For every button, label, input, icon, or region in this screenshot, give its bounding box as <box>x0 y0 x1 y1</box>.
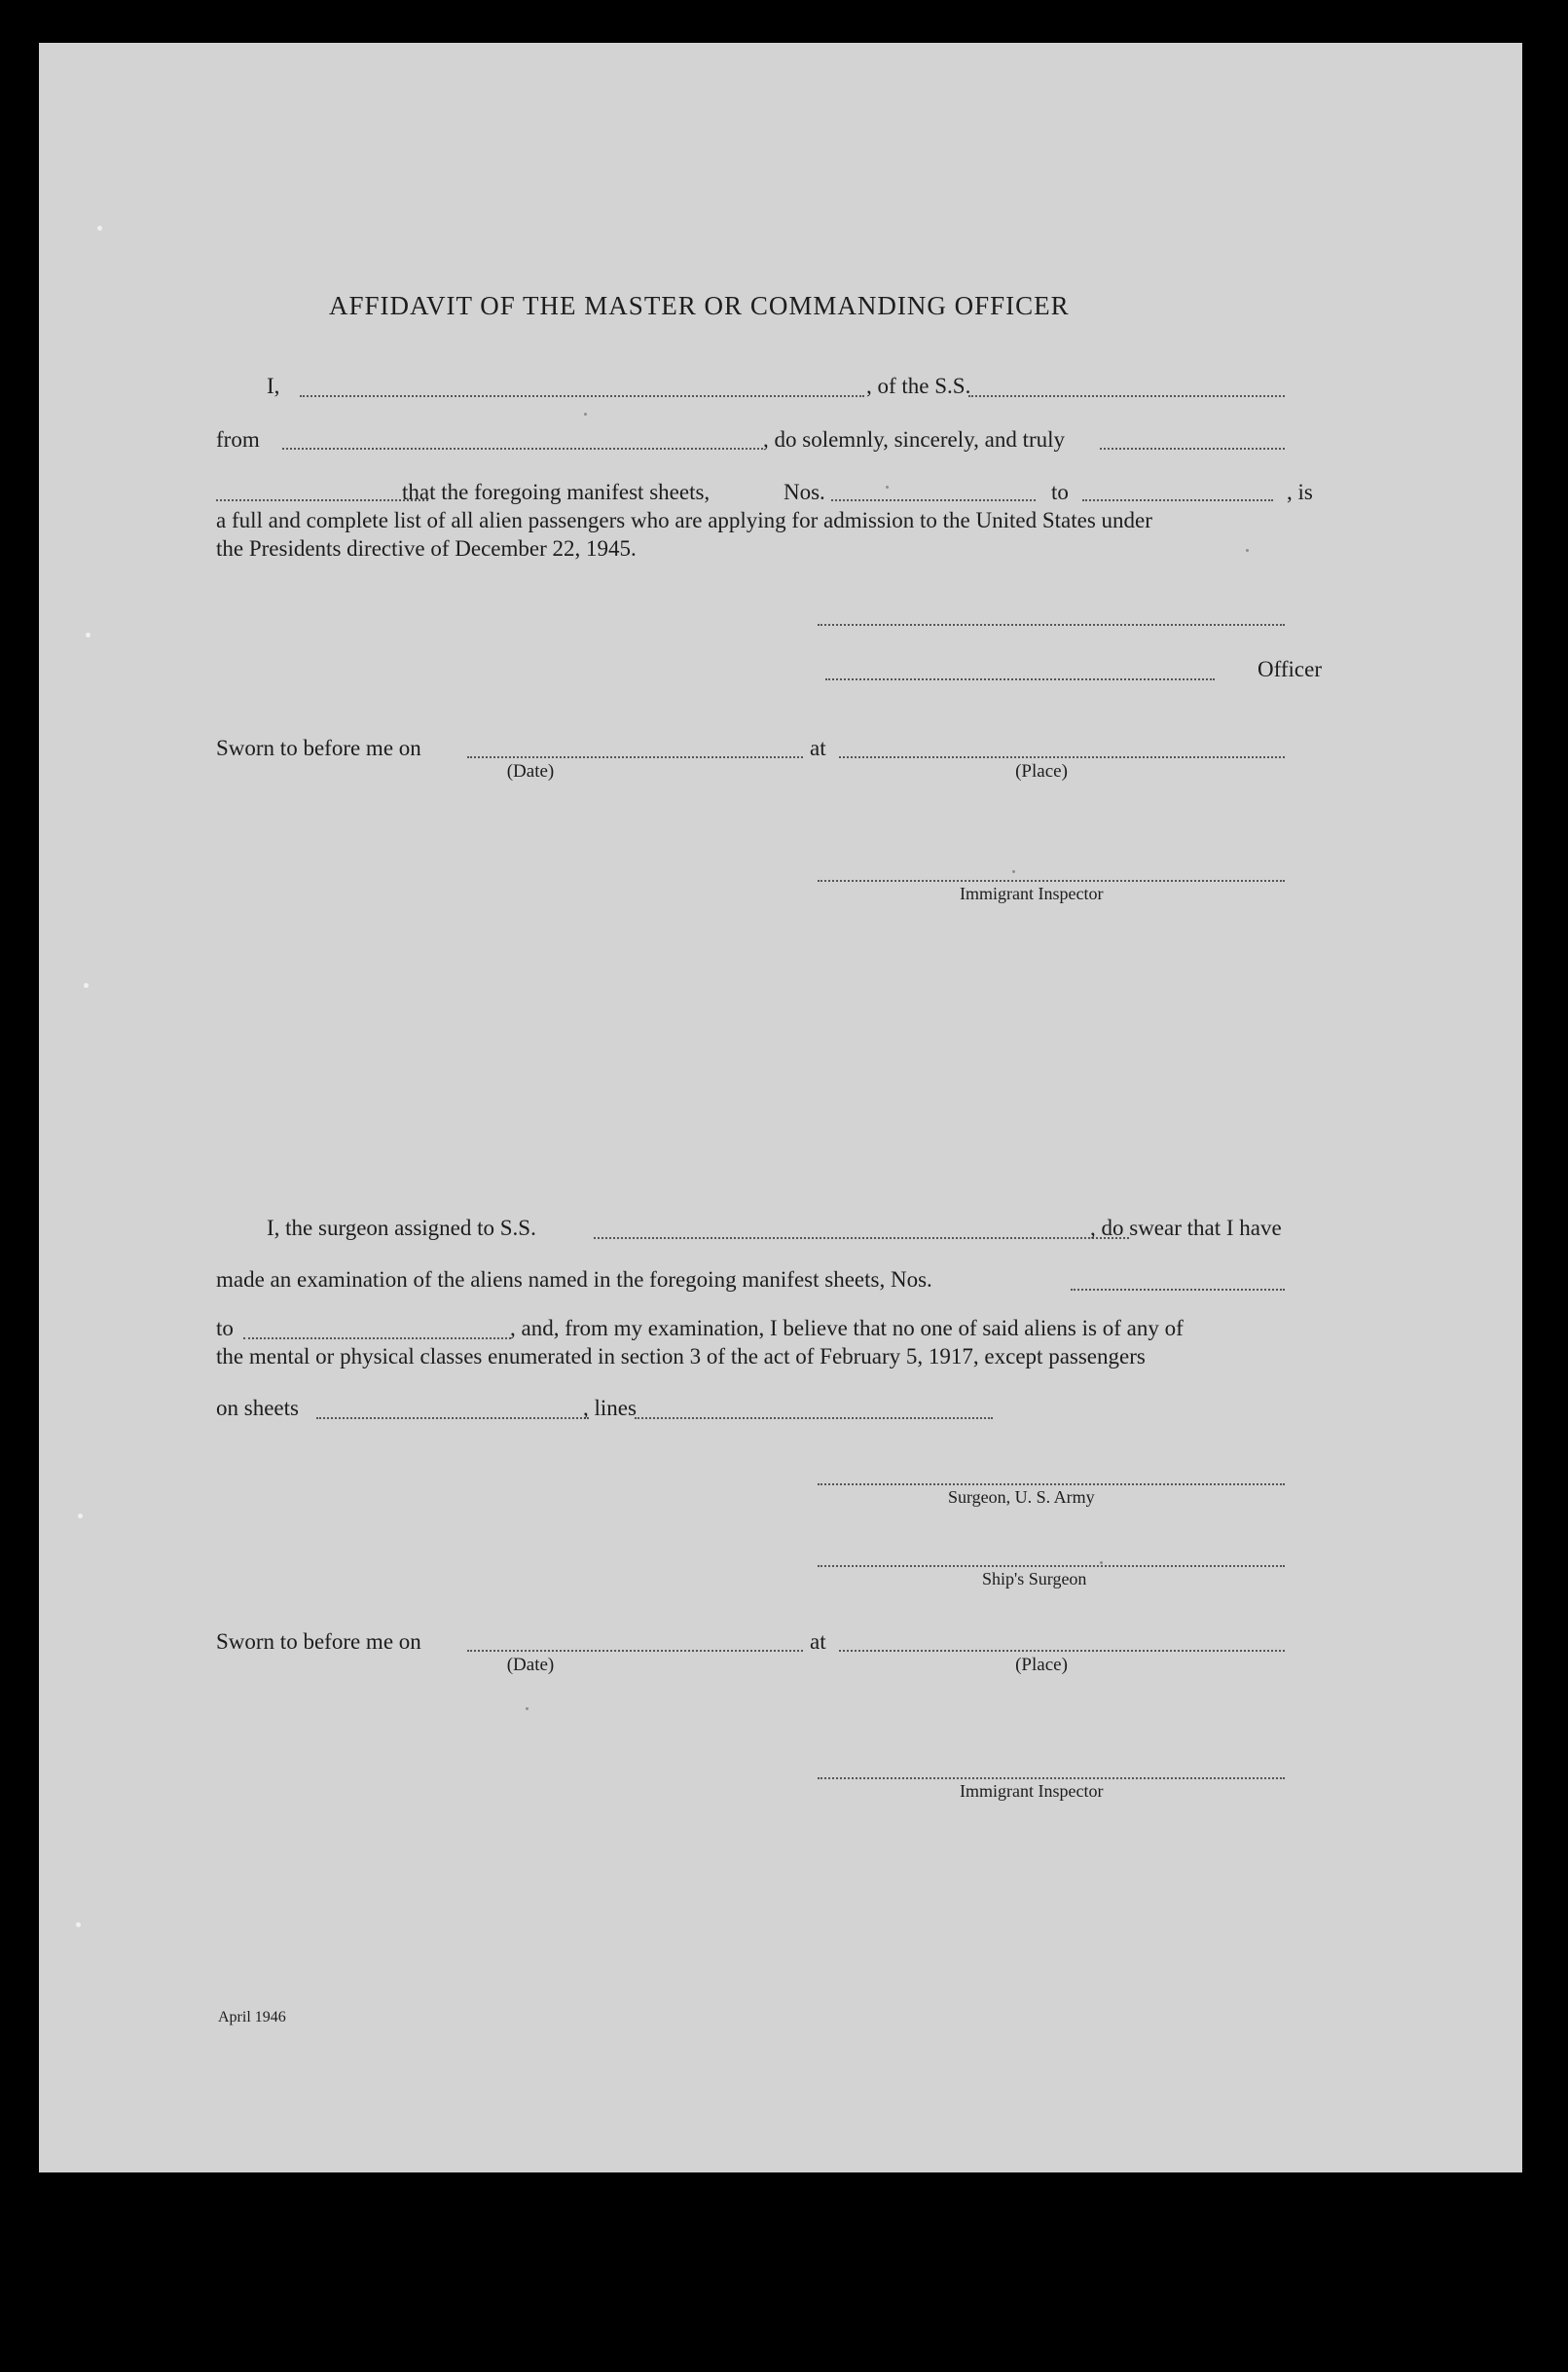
master-line2-mid: , do solemnly, sincerely, and truly <box>763 427 1066 452</box>
exception-lines-field[interactable] <box>635 1417 993 1419</box>
master-sworn-place-field[interactable] <box>839 756 1285 758</box>
scan-speck <box>886 486 889 489</box>
surgeon-line1-end: , do swear that I have <box>1090 1216 1282 1240</box>
oath-field-continued[interactable] <box>216 499 428 501</box>
surgeon-line5-prefix: on sheets <box>216 1396 299 1420</box>
binder-hole <box>76 1922 81 1927</box>
scan-speck <box>1100 1561 1103 1564</box>
surgeon-sworn-prefix: Sworn to before me on <box>216 1629 421 1654</box>
master-inspector-caption: Immigrant Inspector <box>960 884 1104 903</box>
scan-speck <box>526 1707 529 1710</box>
binder-hole <box>84 983 89 988</box>
surgeon-line4: the mental or physical classes enumerated in section 3 of the act of February 5, 1917, except passengers <box>216 1344 1146 1368</box>
master-line3-nos: Nos. <box>784 480 825 504</box>
master-line3-end: , is <box>1287 480 1313 504</box>
binder-hole <box>86 633 91 638</box>
sheet-from-field[interactable] <box>831 499 1036 501</box>
departure-port-field[interactable] <box>282 448 763 450</box>
surgeon-place-caption: (Place) <box>1015 1655 1068 1675</box>
sheet-to-field[interactable] <box>1082 499 1273 501</box>
master-sworn-prefix: Sworn to before me on <box>216 736 421 760</box>
exception-sheets-field[interactable] <box>316 1417 589 1419</box>
master-line3-to: to <box>1051 480 1069 504</box>
surgeon-date-caption: (Date) <box>506 1655 555 1675</box>
form-title: AFFIDAVIT OF THE MASTER OR COMMANDING OFFICER <box>329 291 1070 320</box>
surgeon-sworn-at: at <box>810 1629 826 1654</box>
master-line3-mid: that the foregoing manifest sheets, <box>402 480 711 504</box>
form-page <box>39 43 1522 2172</box>
army-surgeon-caption: Surgeon, U. S. Army <box>948 1487 1095 1507</box>
surgeon-line5-mid: , lines <box>583 1396 637 1420</box>
scan-speck <box>584 413 587 416</box>
surgeon-inspector-caption: Immigrant Inspector <box>960 1781 1104 1801</box>
surgeon-sworn-date-field[interactable] <box>467 1650 803 1652</box>
master-name-field[interactable] <box>300 395 864 397</box>
surgeon-sheet-to-field[interactable] <box>243 1337 511 1339</box>
officer-label: Officer <box>1258 657 1322 681</box>
master-sworn-at: at <box>810 736 826 760</box>
footer-date: April 1946 <box>218 2009 286 2025</box>
master-date-caption: (Date) <box>506 761 555 782</box>
binder-hole <box>97 226 102 231</box>
ship-surgeon-signature-line[interactable] <box>818 1565 1285 1567</box>
surgeon-line1-prefix: I, the surgeon assigned to S.S. <box>267 1216 536 1240</box>
master-line2-prefix: from <box>216 427 260 452</box>
oath-field[interactable] <box>1100 448 1285 450</box>
master-line4: a full and complete list of all alien passengers who are applying for admission to the United States under <box>216 508 1152 532</box>
scan-speck <box>1246 549 1249 552</box>
ship-surgeon-caption: Ship's Surgeon <box>982 1569 1087 1588</box>
master-place-caption: (Place) <box>1015 761 1068 782</box>
binder-hole <box>78 1514 83 1518</box>
surgeon-ship-field[interactable] <box>594 1237 1129 1239</box>
master-inspector-signature-line[interactable] <box>818 880 1285 882</box>
master-signature-line[interactable] <box>818 624 1285 626</box>
master-line5: the Presidents directive of December 22, 1945. <box>216 536 637 561</box>
army-surgeon-signature-line[interactable] <box>818 1483 1285 1485</box>
surgeon-line3-mid: , and, from my examination, I believe that no one of said aliens is of any of <box>510 1316 1184 1340</box>
surgeon-inspector-signature-line[interactable] <box>818 1777 1285 1779</box>
master-line1-mid: , of the S.S. <box>866 374 971 398</box>
master-line1-prefix: I, <box>267 374 280 398</box>
surgeon-line3-prefix: to <box>216 1316 234 1340</box>
surgeon-sheet-from-field[interactable] <box>1071 1289 1285 1291</box>
surgeon-line2: made an examination of the aliens named in the foregoing manifest sheets, Nos. <box>216 1267 932 1292</box>
ship-name-field[interactable] <box>968 395 1285 397</box>
surgeon-sworn-place-field[interactable] <box>839 1650 1285 1652</box>
officer-signature-line[interactable] <box>825 678 1215 680</box>
master-sworn-date-field[interactable] <box>467 756 803 758</box>
scan-speck <box>1012 870 1015 873</box>
